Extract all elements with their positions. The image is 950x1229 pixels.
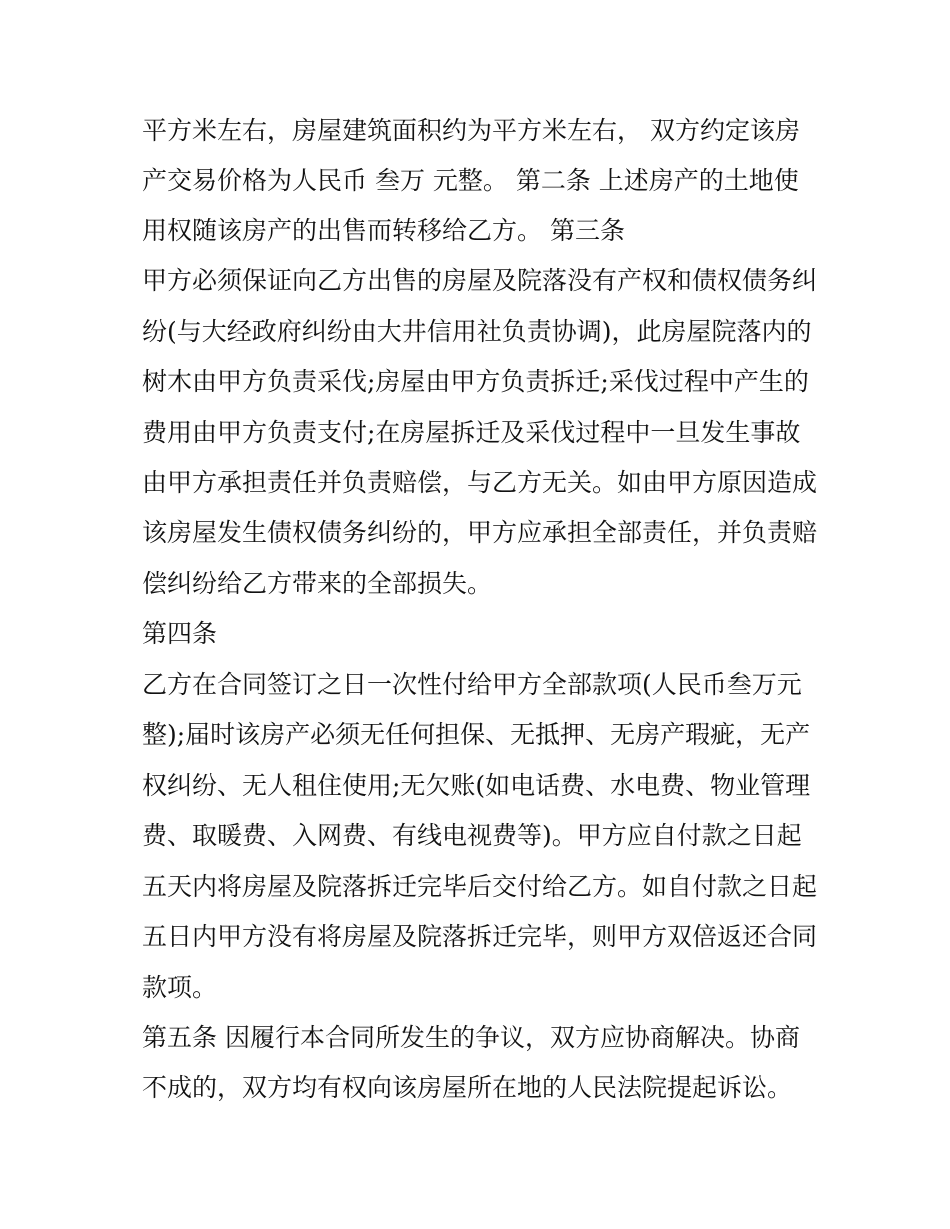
text-line: 用权随该房产的出售而转移给乙方。 第三条 [142,216,625,245]
text-line: 树木由甲方负责采伐;房屋由甲方负责拆迁;采伐过程中产生的 [142,367,809,396]
text-line: 产交易价格为人民币 叁万 元整。 第二条 上述房产的土地使 [142,166,799,195]
text-line: 整);届时该房产必须无任何担保、无抵押、无房产瑕疵，无产 [142,720,811,749]
text-line: 五天内将房屋及院落拆迁完毕后交付给乙方。如自付款之日起 [142,872,818,901]
text-line: 不成的，双方均有权向该房屋所在地的人民法院提起诉讼。 [142,1073,793,1102]
text-line: 五日内甲方没有将房屋及院落拆迁完毕，则甲方双倍返还合同 [142,922,818,951]
text-line: 费、取暖费、入网费、有线电视费等)。甲方应自付款之日起 [142,821,802,850]
text-line: 纷(与大经政府纠纷由大井信用社负责协调)，此房屋院落内的 [142,317,812,346]
text-line: 乙方在合同签订之日一次性付给甲方全部款项(人民币叁万元 [142,670,802,699]
text-line: 款项。 [142,973,218,1002]
text-line: 该房屋发生债权债务纠纷的，甲方应承担全部责任，并负责赔 [142,518,818,547]
text-line: 费用由甲方负责支付;在房屋拆迁及采伐过程中一旦发生事故 [142,418,801,447]
text-line: 由甲方承担责任并负责赔偿，与乙方无关。如由甲方原因造成 [142,468,818,497]
section-heading: 第四条 [142,619,218,648]
text-line: 甲方必须保证向乙方出售的房屋及院落没有产权和债权债务纠 [142,266,818,295]
text-line: 权纠纷、无人租住使用;无欠账(如电话费、水电费、物业管理 [142,771,811,800]
text-line: 偿纠纷给乙方带来的全部损失。 [142,569,493,598]
text-line: 第五条 因履行本合同所发生的争议，双方应协商解决。协商 [142,1023,800,1052]
text-line: 平方米左右，房屋建筑面积约为平方米左右， 双方约定该房 [142,116,800,145]
